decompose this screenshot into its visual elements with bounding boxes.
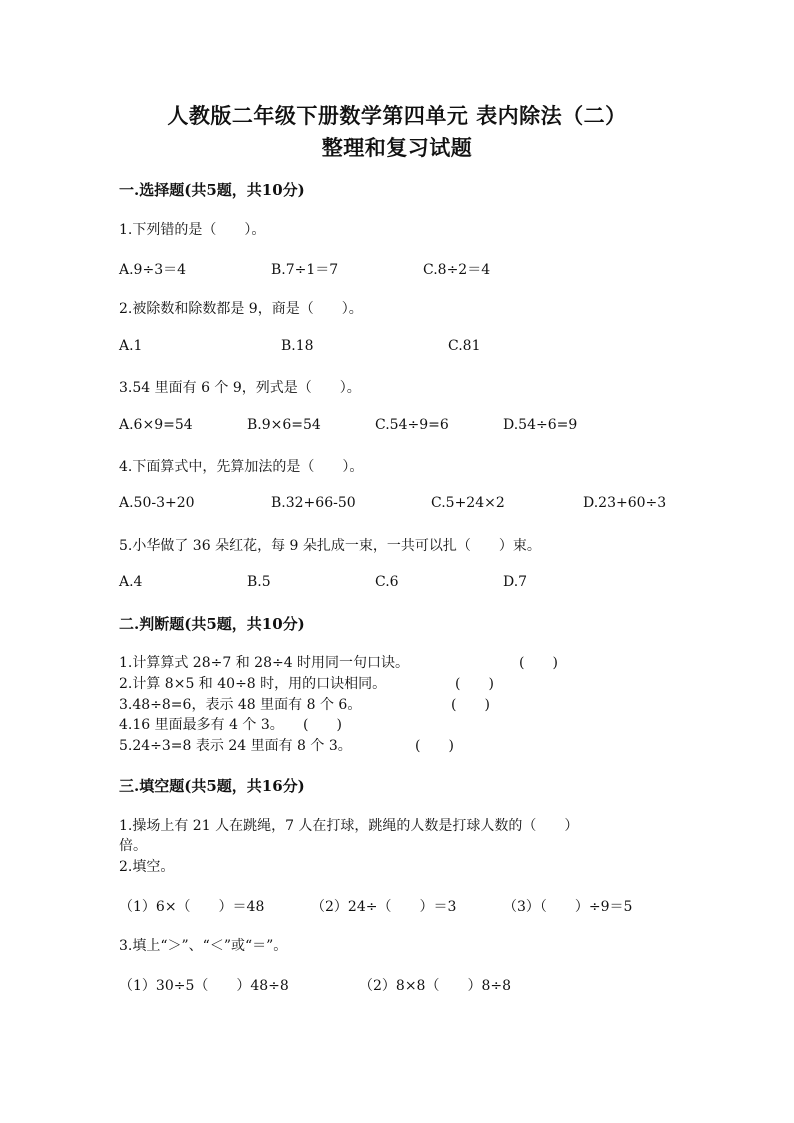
choice-option-2a: A.1 [119, 338, 143, 354]
choice-option-4d: D.23+60÷3 [583, 495, 667, 511]
fill-question-3: 3.填上“＞”、“＜”或“＝”。 [119, 938, 288, 954]
choice-option-4a: A.50-3+20 [119, 495, 195, 511]
fill-part-2-3: （3）（ ）÷9＝5 [503, 899, 633, 915]
page-subtitle: 整理和复习试题 [321, 135, 473, 160]
page-title: 人教版二年级下册数学第四单元 表内除法（二） [167, 103, 627, 128]
choice-question-1: 1.下列错的是（ ）。 [119, 222, 266, 238]
judge-answer-paren-5: ( ) [415, 738, 454, 754]
choice-question-5: 5.小华做了 36 朵红花，每 9 朵扎成一束，一共可以扎（ ）束。 [119, 538, 541, 554]
choice-question-4: 4.下面算式中，先算加法的是（ ）。 [119, 459, 364, 475]
choice-option-2c: C.81 [448, 338, 481, 354]
choice-question-2: 2.被除数和除数都是 9，商是（ ）。 [119, 301, 363, 317]
choice-question-3: 3.54 里面有 6 个 9，列式是（ ）。 [119, 380, 361, 396]
fill-part-2-2: （2）24÷（ ）＝3 [311, 899, 457, 915]
choice-option-5a: A.4 [119, 574, 143, 590]
choice-option-1a: A.9÷3＝4 [119, 262, 187, 278]
fill-question-1-cont: 倍。 [119, 838, 147, 854]
fill-part-3-2: （2）8×8（ ）8÷8 [359, 978, 511, 994]
choice-option-3a: A.6×9=54 [119, 417, 193, 433]
judge-item-5: 5.24÷3=8 表示 24 里面有 8 个 3。 [119, 738, 352, 754]
judge-answer-paren-1: ( ) [519, 655, 558, 671]
choice-option-2b: B.18 [281, 338, 314, 354]
choice-option-3c: C.54÷9=6 [375, 417, 449, 433]
judge-item-4: 4.16 里面最多有 4 个 3。 [119, 717, 284, 733]
fill-part-2-1: （1）6×（ ）＝48 [119, 899, 265, 915]
choice-option-5d: D.7 [503, 574, 528, 590]
judge-answer-paren-4: ( ) [303, 717, 342, 733]
choice-option-4b: B.32+66-50 [271, 495, 356, 511]
fill-question-2: 2.填空。 [119, 859, 175, 875]
choice-option-5c: C.6 [375, 574, 399, 590]
fill-part-3-1: （1）30÷5（ ）48÷8 [119, 978, 289, 994]
section-heading-judge: 二.判断题(共5题，共10分) [119, 615, 305, 633]
choice-option-1b: B.7÷1＝7 [271, 262, 339, 278]
judge-answer-paren-3: ( ) [451, 697, 490, 713]
section-heading-choice: 一.选择题(共5题，共10分) [119, 181, 305, 199]
judge-item-3: 3.48÷8=6，表示 48 里面有 8 个 6。 [119, 697, 362, 713]
choice-option-3b: B.9×6=54 [247, 417, 321, 433]
choice-option-3d: D.54÷6=9 [503, 417, 578, 433]
choice-option-5b: B.5 [247, 574, 271, 590]
fill-question-1: 1.操场上有 21 人在跳绳，7 人在打球，跳绳的人数是打球人数的（ ） [119, 818, 579, 834]
judge-item-1: 1.计算算式 28÷7 和 28÷4 时用同一句口诀。 [119, 655, 410, 671]
section-heading-fill: 三.填空题(共5题，共16分) [119, 777, 305, 795]
judge-answer-paren-2: ( ) [455, 676, 494, 692]
judge-item-2: 2.计算 8×5 和 40÷8 时，用的口诀相同。 [119, 676, 387, 692]
choice-option-1c: C.8÷2＝4 [423, 262, 491, 278]
choice-option-4c: C.5+24×2 [431, 495, 505, 511]
